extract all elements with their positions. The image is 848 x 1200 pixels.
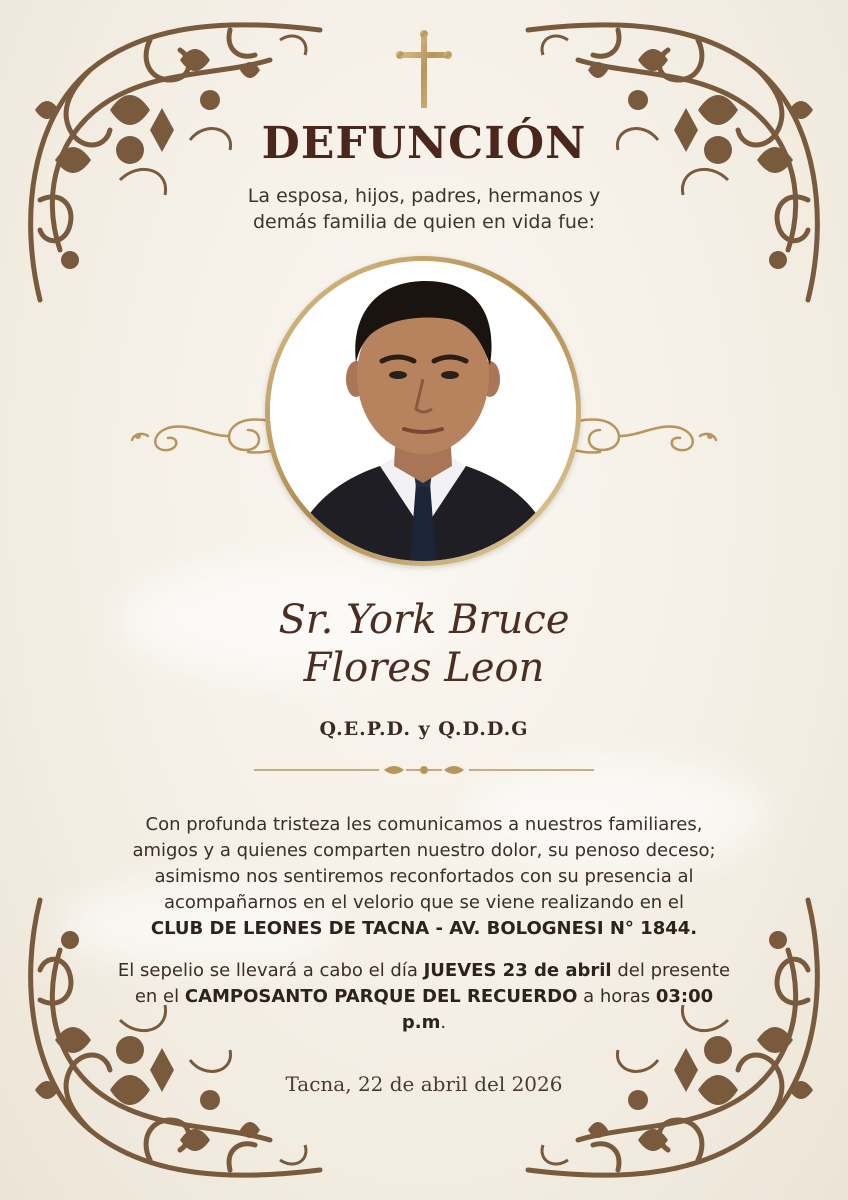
burial-time: 03:00 p.m — [401, 986, 714, 1033]
cross-icon — [396, 30, 452, 112]
wake-venue: CLUB DE LEONES DE TACNA - AV. BOLOGNESI N° 1844. — [150, 918, 698, 939]
intro-line: La esposa, hijos, padres, hermanos y — [247, 185, 601, 207]
announcement-message — [80, 812, 768, 942]
burial-text: El sepelio se llevará a cabo el día — [117, 960, 418, 981]
burial-details — [110, 958, 738, 1036]
intro-text — [174, 183, 674, 235]
message-line: asimismo nos sentiremos reconfortados con su presencia al — [154, 866, 694, 887]
divider-ornament — [254, 760, 594, 780]
burial-text: del presente en el — [134, 960, 731, 1007]
deceased-name-line: Sr. York Bruce — [278, 597, 570, 643]
deceased-name-line: Flores Leon — [303, 645, 545, 691]
burial-place: CAMPOSANTO PARQUE DEL RECUERDO — [184, 986, 578, 1007]
page-title: DEFUNCIÓN — [261, 118, 587, 169]
burial-text: a horas — [583, 986, 651, 1007]
message-line: amigos y a quienes comparten nuestro dolor, su penoso deceso; — [132, 840, 716, 861]
portrait-illustration — [270, 261, 576, 561]
burial-text: . — [440, 1012, 447, 1033]
deceased-name — [0, 596, 848, 692]
honorific-text: Q.E.P.D. y Q.D.D.G — [319, 718, 529, 740]
intro-line: demás familia de quien en vida fue: — [253, 211, 595, 233]
message-line: acompañarnos en el velorio que se viene realizando en el — [163, 892, 685, 913]
closing-date: Tacna, 22 de abril del 2026 — [285, 1072, 563, 1096]
portrait-photo — [270, 261, 576, 561]
portrait-frame — [265, 256, 581, 566]
message-line: Con profunda tristeza les comunicamos a nuestros familiares, — [145, 814, 703, 835]
burial-day: JUEVES 23 de abril — [423, 960, 612, 981]
